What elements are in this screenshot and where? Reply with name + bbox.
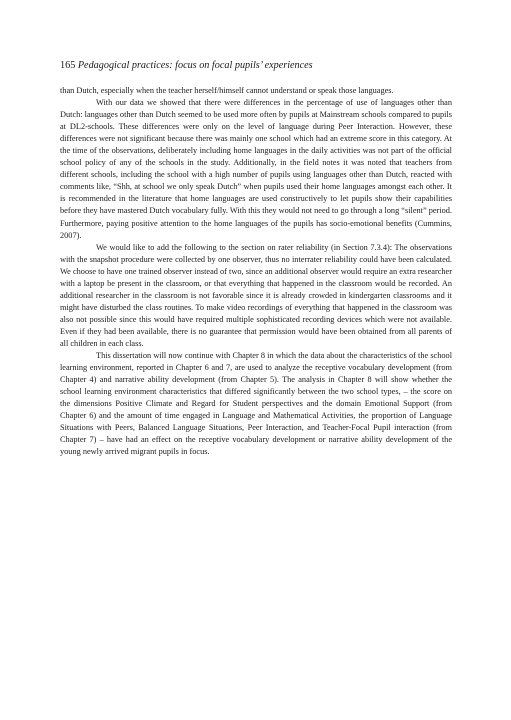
page-number: 165 bbox=[60, 60, 76, 71]
running-header bbox=[60, 59, 452, 72]
paragraph-continuation: than Dutch, especially when the teacher herself/himself cannot understand or speak those languages. bbox=[60, 86, 394, 95]
chapter-title: Pedagogical practices: focus on focal pupils’ experiences bbox=[77, 60, 313, 71]
paragraph-home-languages: With our data we showed that there were differences in the percentage of use of languages other than Dutch: languages other than Dutch seemed to be used more often by pupils at Mainstream schools compared to pupils at DL2-schools. These differences were only on the level of language during Peer Interaction. However, these differences were not significant because there was mainly one school which had an extreme score in this category. At the time of the observations, deliberately including home languages in the daily activities was not part of the official school policy of any of the schools in the study. Additionally, in the field notes it was noted that teachers from different schools, including the school with a high number of pupils using languages other than Dutch, reacted with comments like, “Shh, at school we only speak Dutch” when pupils used their home languages amongst each other. It is recommended in the literature that home languages are used constructively to let pupils show their capabilities before they have mastered Dutch vocabulary fully. With this they would not need to go through a long “silent” period. Furthermore, paying positive attention to the home languages of the pupils has socio-emotional benefits (Cummins, 2007). bbox=[60, 98, 452, 240]
paragraph-rater-reliability: We would like to add the following to the section on rater reliability (in Section 7.3.4): The observations with the snapshot procedure were collected by one observer, thus no interrater reliability could have been calculated. We choose to have one trained observer instead of two, since an additional observer would require an extra researcher with a laptop be present in the classroom, or that everything that happened in the classroom would be recorded. An additional researcher in the classroom is not favorable since it is already crowded in kindergarten classrooms and it might have disturbed the class routines. To make video recordings of everything that happened in the classroom was also not possible since this would have required multiple sophisticated recording devices which were not available. Even if they had been available, there is no guarantee that permission would have been obtained from all parents of all children in each class. bbox=[60, 242, 452, 348]
paragraph-chapter-8-preview: This dissertation will now continue with Chapter 8 in which the data about the characteristics of the school learning environment, reported in Chapter 6 and 7, are used to analyze the receptive vocabulary development (from Chapter 4) and narrative ability development (from Chapter 5). The analysis in Chapter 8 will show whether the school learning environment characteristics that differed significantly between the two school types, – the score on the dimensions Positive Climate and Regard for Student perspectives and the domain Emotional Support (from Chapter 6) and the amount of time engaged in Language and Mathematical Activities, the proportion of Language Situations with Peers, Balanced Language Situations, Peer Interaction, and Teacher-Focal Pupil interaction (from Chapter 7) – have had an effect on the receptive vocabulary development or narrative ability development of the young newly arrived migrant pupils in focus. bbox=[60, 351, 452, 457]
body-text bbox=[60, 85, 452, 458]
